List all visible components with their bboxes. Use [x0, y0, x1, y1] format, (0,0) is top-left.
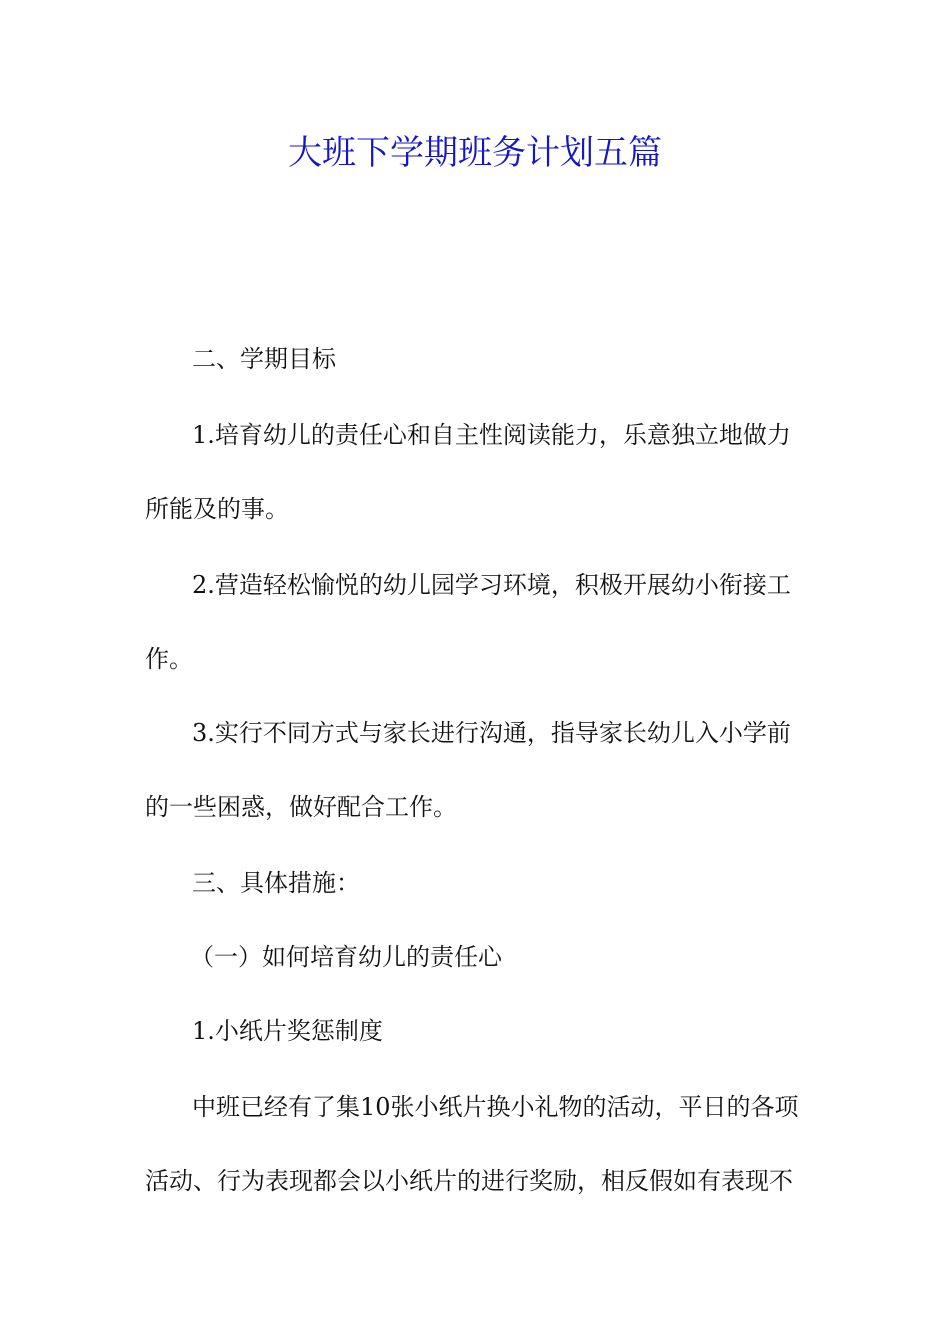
paragraph-line: 活动、行为表现都会以小纸片的进行奖励，相反假如有表现不: [145, 1167, 793, 1195]
paragraph-line: 作。: [145, 645, 193, 673]
paragraph-line: 1.培育幼儿的责任心和自主性阅读能力，乐意独立地做力: [192, 421, 791, 449]
document-title: 大班下学期班务计划五篇: [288, 133, 662, 173]
subsection-heading: （一）如何培育幼儿的责任心: [190, 943, 502, 971]
paragraph-line: 的一些困惑，做好配合工作。: [145, 793, 457, 821]
section-heading-measures: 三、具体措施：: [192, 869, 360, 897]
subsection-heading: 1.小纸片奖惩制度: [192, 1017, 383, 1045]
paragraph-line: 中班已经有了集10张小纸片换小礼物的活动，平日的各项: [192, 1093, 799, 1121]
section-heading-goals: 二、学期目标: [192, 345, 336, 373]
paragraph-line: 所能及的事。: [145, 495, 289, 523]
paragraph-line: 2.营造轻松愉悦的幼儿园学习环境，积极开展幼小衔接工: [192, 571, 791, 599]
paragraph-line: 3.实行不同方式与家长进行沟通，指导家长幼儿入小学前: [192, 719, 791, 747]
